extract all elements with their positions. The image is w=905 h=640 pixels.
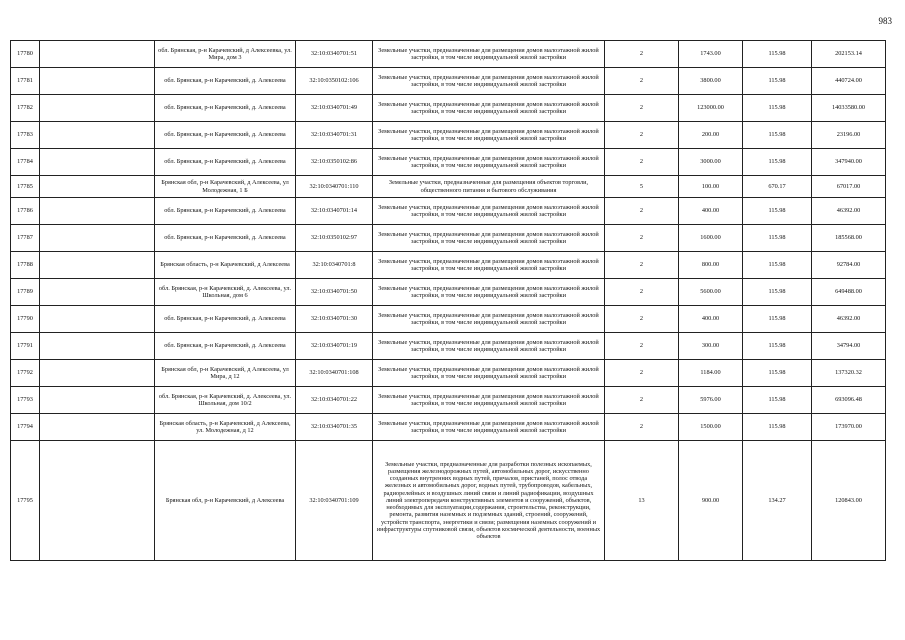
specific-value-cell: 115.98 [743,41,812,68]
land-use-cell: Земельные участки, предназначенные для размещения домов малоэтажной жилой застройки, в том числе индивидуальной жилой застройки [373,149,605,176]
address-cell: обл. Брянская, р-н Карачевский, д. Алексеева, ул. Школьная, дом 6 [155,279,296,306]
cadastral-value-cell: 120843.00 [812,441,886,561]
table-row [11,41,886,68]
use-group-cell: 2 [605,198,679,225]
cadastral-number-cell: 32:10:0340701:110 [296,176,373,198]
row-number-cell: 17794 [11,414,40,441]
table-row [11,225,886,252]
area-cell: 123000.00 [679,95,743,122]
specific-value-cell: 115.98 [743,279,812,306]
area-cell: 800.00 [679,252,743,279]
row-number-cell: 17793 [11,387,40,414]
row-number-cell: 17791 [11,333,40,360]
cadastral-value-cell: 67017.00 [812,176,886,198]
row-number-cell: 17790 [11,306,40,333]
land-use-cell: Земельные участки, предназначенные для размещения домов малоэтажной жилой застройки, в том числе индивидуальной жилой застройки [373,122,605,149]
use-group-cell: 2 [605,306,679,333]
address-cell: обл. Брянская, р-н Карачевский, д. Алексеева [155,198,296,225]
cadastral-value-cell: 202153.14 [812,41,886,68]
land-use-cell: Земельные участки, предназначенные для размещения домов малоэтажной жилой застройки, в том числе индивидуальной жилой застройки [373,279,605,306]
specific-value-cell: 115.98 [743,122,812,149]
specific-value-cell: 115.98 [743,198,812,225]
address-cell: обл. Брянская, р-н Карачевский, д. Алексеева, ул. Школьная, дом 10/2 [155,387,296,414]
table-body [11,41,886,561]
address-cell: обл. Брянская, р-н Карачевский, д Алексеевка, ул. Мира, дом 3 [155,41,296,68]
address-cell: Брянская обл, р-н Карачевский, д Алексеева, ул Мира, д 12 [155,360,296,387]
table-row [11,387,886,414]
land-use-cell: Земельные участки, предназначенные для размещения объектов торговли, общественного питания и бытового обслуживания [373,176,605,198]
land-use-cell: Земельные участки, предназначенные для размещения домов малоэтажной жилой застройки, в том числе индивидуальной жилой застройки [373,225,605,252]
row-number-cell: 17787 [11,225,40,252]
row-spacer-cell [40,95,155,122]
land-use-cell: Земельные участки, предназначенные для размещения домов малоэтажной жилой застройки, в том числе индивидуальной жилой застройки [373,306,605,333]
row-spacer-cell [40,306,155,333]
address-cell: Брянская обл, р-н Карачевский, д Алексеева [155,441,296,561]
specific-value-cell: 115.98 [743,360,812,387]
address-cell: Брянская область, р-н Карачевский, д Алексеева [155,252,296,279]
use-group-cell: 2 [605,360,679,387]
table-row [11,360,886,387]
cadastral-value-cell: 92784.00 [812,252,886,279]
land-use-cell: Земельные участки, предназначенные для размещения домов малоэтажной жилой застройки, в том числе индивидуальной жилой застройки [373,252,605,279]
use-group-cell: 2 [605,95,679,122]
cadastral-value-cell: 693096.48 [812,387,886,414]
use-group-cell: 5 [605,176,679,198]
row-number-cell: 17781 [11,68,40,95]
address-cell: обл. Брянская, р-н Карачевский, д. Алексеева [155,225,296,252]
cadastral-value-cell: 23196.00 [812,122,886,149]
cadastral-number-cell: 32:10:0340701:49 [296,95,373,122]
address-cell: обл. Брянская, р-н Карачевский, д. Алексеева [155,306,296,333]
specific-value-cell: 115.98 [743,68,812,95]
area-cell: 5976.00 [679,387,743,414]
row-spacer-cell [40,149,155,176]
row-spacer-cell [40,198,155,225]
address-cell: Брянская область, р-н Карачевский, д Алексеева, ул. Молодежная, д 12 [155,414,296,441]
page-number: 983 [878,16,892,26]
land-use-cell: Земельные участки, предназначенные для размещения домов малоэтажной жилой застройки, в том числе индивидуальной жилой застройки [373,68,605,95]
row-number-cell: 17786 [11,198,40,225]
cadastral-value-cell: 173970.00 [812,414,886,441]
area-cell: 5600.00 [679,279,743,306]
cadastral-number-cell: 32:10:0340701:8 [296,252,373,279]
table-row [11,198,886,225]
cadastral-number-cell: 32:10:0340701:22 [296,387,373,414]
cadastral-number-cell: 32:10:0350102:106 [296,68,373,95]
cadastral-number-cell: 32:10:0340701:51 [296,41,373,68]
cadastral-number-cell: 32:10:0340701:109 [296,441,373,561]
cadastral-value-cell: 649488.00 [812,279,886,306]
table-row [11,149,886,176]
row-spacer-cell [40,68,155,95]
specific-value-cell: 115.98 [743,414,812,441]
land-use-cell: Земельные участки, предназначенные для размещения домов малоэтажной жилой застройки, в том числе индивидуальной жилой застройки [373,198,605,225]
land-use-cell: Земельные участки, предназначенные для размещения домов малоэтажной жилой застройки, в том числе индивидуальной жилой застройки [373,387,605,414]
table-row [11,306,886,333]
use-group-cell: 2 [605,225,679,252]
cadastral-value-cell: 347940.00 [812,149,886,176]
address-cell: Брянская обл, р-н Карачевский, д Алексеева, ул Молодежная, 1 Б [155,176,296,198]
area-cell: 1600.00 [679,225,743,252]
cadastral-number-cell: 32:10:0340701:50 [296,279,373,306]
table-row [11,414,886,441]
address-cell: обл. Брянская, р-н Карачевский, д. Алексеева [155,149,296,176]
table-row [11,333,886,360]
row-number-cell: 17788 [11,252,40,279]
table-row [11,252,886,279]
use-group-cell: 2 [605,68,679,95]
land-use-cell: Земельные участки, предназначенные для размещения домов малоэтажной жилой застройки, в том числе индивидуальной жилой застройки [373,41,605,68]
use-group-cell: 2 [605,122,679,149]
address-cell: обл. Брянская, р-н Карачевский, д. Алексеева [155,122,296,149]
area-cell: 200.00 [679,122,743,149]
specific-value-cell: 115.98 [743,95,812,122]
cadastral-number-cell: 32:10:0350102:86 [296,149,373,176]
land-use-cell: Земельные участки, предназначенные для размещения домов малоэтажной жилой застройки, в том числе индивидуальной жилой застройки [373,95,605,122]
use-group-cell: 2 [605,387,679,414]
cadastral-number-cell: 32:10:0340701:30 [296,306,373,333]
specific-value-cell: 670.17 [743,176,812,198]
row-spacer-cell [40,387,155,414]
row-number-cell: 17785 [11,176,40,198]
table-row [11,441,886,561]
row-spacer-cell [40,279,155,306]
land-use-cell: Земельные участки, предназначенные для размещения домов малоэтажной жилой застройки, в том числе индивидуальной жилой застройки [373,360,605,387]
table-row [11,68,886,95]
area-cell: 1743.00 [679,41,743,68]
row-number-cell: 17780 [11,41,40,68]
use-group-cell: 2 [605,149,679,176]
land-use-cell: Земельные участки, предназначенные для разработки полезных ископаемых, размещения железнодорожных путей, автомобильных дорог, искусственно созданных внутренних водных путей, причалов, пристаней, полос отвода железных и автомобильных дорог, водных путей, трубопроводов, кабельных, радиорелейных и воздушных линий связи и линий радиофикации, воздушных линий электропередачи конструктивных элементов и сооружений, объектов, необходимых для эксплуатации,содержания, строительства, реконструкции, ремонта, развития наземных и подземных зданий, строений, сооружений, устройств транспорта, энергетики и связи; размещения наземных сооружений и инфраструктуры спутниковой связи, объектов космической деятельности, военных объектов [373,441,605,561]
area-cell: 1184.00 [679,360,743,387]
area-cell: 100.00 [679,176,743,198]
cadastral-number-cell: 32:10:0350102:97 [296,225,373,252]
specific-value-cell: 134.27 [743,441,812,561]
row-number-cell: 17783 [11,122,40,149]
row-number-cell: 17784 [11,149,40,176]
table-row [11,176,886,198]
specific-value-cell: 115.98 [743,387,812,414]
cadastral-number-cell: 32:10:0340701:35 [296,414,373,441]
cadastral-value-cell: 137320.32 [812,360,886,387]
table-row [11,95,886,122]
specific-value-cell: 115.98 [743,149,812,176]
registry-table [10,40,886,561]
row-number-cell: 17789 [11,279,40,306]
table-row [11,122,886,149]
cadastral-number-cell: 32:10:0340701:19 [296,333,373,360]
specific-value-cell: 115.98 [743,225,812,252]
row-spacer-cell [40,360,155,387]
table-row [11,279,886,306]
land-use-cell: Земельные участки, предназначенные для размещения домов малоэтажной жилой застройки, в том числе индивидуальной жилой застройки [373,414,605,441]
area-cell: 3800.00 [679,68,743,95]
row-number-cell: 17792 [11,360,40,387]
address-cell: обл. Брянская, р-н Карачевский, д. Алексеева [155,333,296,360]
row-spacer-cell [40,252,155,279]
cadastral-value-cell: 46392.00 [812,198,886,225]
row-spacer-cell [40,414,155,441]
row-number-cell: 17782 [11,95,40,122]
use-group-cell: 2 [605,333,679,360]
specific-value-cell: 115.98 [743,306,812,333]
cadastral-value-cell: 34794.00 [812,333,886,360]
cadastral-value-cell: 46392.00 [812,306,886,333]
specific-value-cell: 115.98 [743,252,812,279]
address-cell: обл. Брянская, р-н Карачевский, д. Алексеева [155,95,296,122]
cadastral-value-cell: 185568.00 [812,225,886,252]
area-cell: 900.00 [679,441,743,561]
cadastral-number-cell: 32:10:0340701:108 [296,360,373,387]
use-group-cell: 13 [605,441,679,561]
row-spacer-cell [40,176,155,198]
row-spacer-cell [40,441,155,561]
address-cell: обл. Брянская, р-н Карачевский, д. Алексеева [155,68,296,95]
row-spacer-cell [40,122,155,149]
cadastral-number-cell: 32:10:0340701:14 [296,198,373,225]
area-cell: 300.00 [679,333,743,360]
use-group-cell: 2 [605,41,679,68]
row-spacer-cell [40,41,155,68]
cadastral-value-cell: 440724.00 [812,68,886,95]
cadastral-value-cell: 14033580.00 [812,95,886,122]
land-use-cell: Земельные участки, предназначенные для размещения домов малоэтажной жилой застройки, в том числе индивидуальной жилой застройки [373,333,605,360]
row-number-cell: 17795 [11,441,40,561]
area-cell: 1500.00 [679,414,743,441]
row-spacer-cell [40,225,155,252]
row-spacer-cell [40,333,155,360]
use-group-cell: 2 [605,279,679,306]
specific-value-cell: 115.98 [743,333,812,360]
area-cell: 400.00 [679,306,743,333]
area-cell: 400.00 [679,198,743,225]
use-group-cell: 2 [605,414,679,441]
area-cell: 3000.00 [679,149,743,176]
cadastral-number-cell: 32:10:0340701:31 [296,122,373,149]
use-group-cell: 2 [605,252,679,279]
